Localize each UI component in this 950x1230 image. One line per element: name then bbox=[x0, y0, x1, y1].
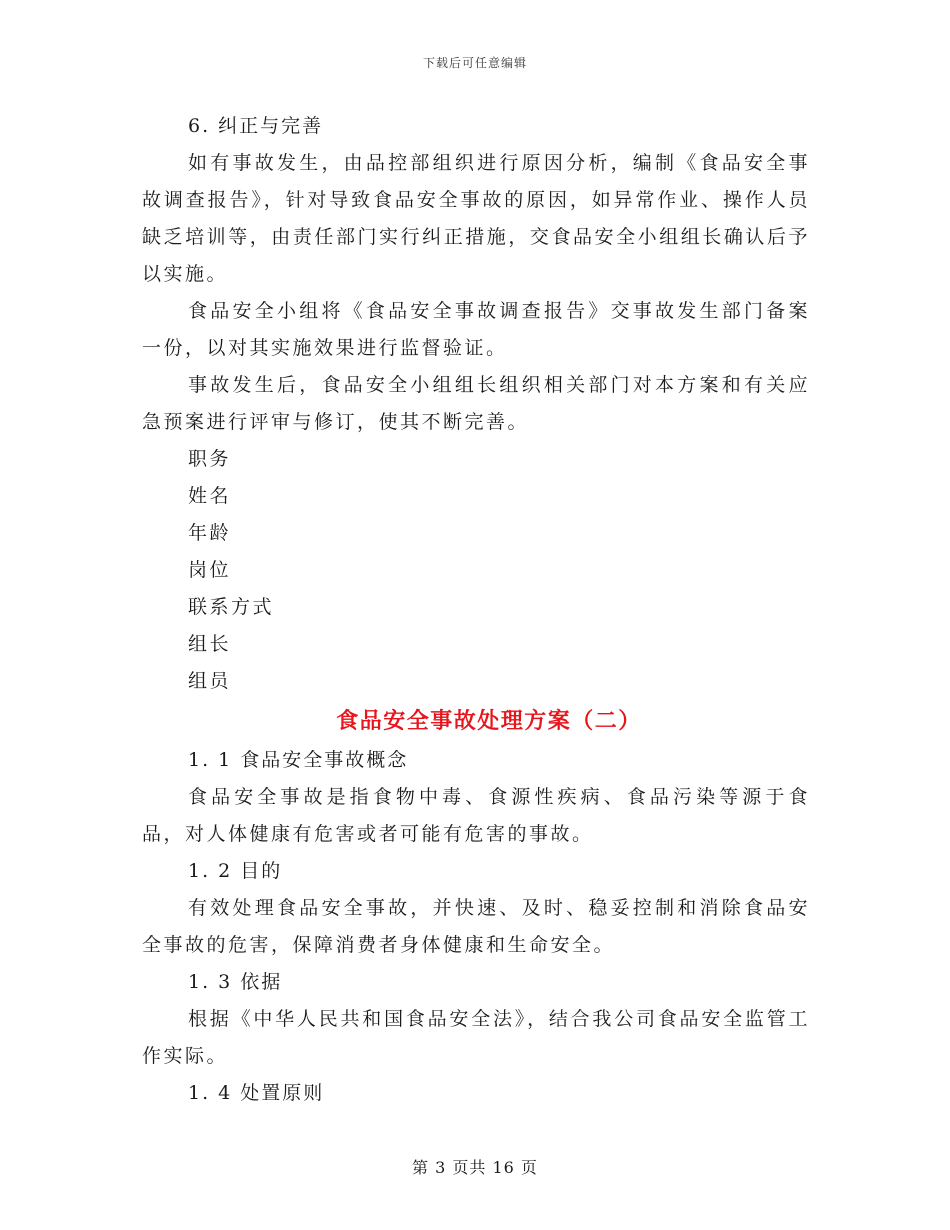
field-post: 岗位 bbox=[188, 559, 232, 581]
section-heading-6: 6. 纠正与完善 bbox=[188, 115, 324, 137]
section-heading-1-1: 1. 1 食品安全事故概念 bbox=[188, 749, 409, 771]
section-1-2-text: 有效处理食品安全事故，并快速、及时、稳妥控制和消除食品安全事故的危害，保障消费者身体健康和生命安全。 bbox=[142, 897, 810, 956]
page-header-note: 下载后可任意编辑 bbox=[422, 56, 527, 70]
document-title: 食品安全事故处理方案（二） bbox=[336, 708, 642, 734]
field-contact: 联系方式 bbox=[188, 596, 275, 618]
section-heading-1-4: 1. 4 处置原则 bbox=[188, 1082, 325, 1104]
field-leader: 组长 bbox=[188, 633, 232, 655]
section6-paragraph-1: 如有事故发生，由品控部组织进行原因分析，编制《食品安全事故调查报告》，针对导致食品安全事故的原因，如异常作业、操作人员缺乏培训等，由责任部门实行纠正措施，交食品安全小组组长确认后予以实施。 bbox=[142, 152, 810, 285]
field-member: 组员 bbox=[188, 670, 232, 692]
section-heading-1-3: 1. 3 依据 bbox=[188, 971, 283, 993]
section6-paragraph-2: 食品安全小组将《食品安全事故调查报告》交事故发生部门备案一份，以对其实施效果进行监督验证。 bbox=[142, 300, 810, 359]
document-body bbox=[142, 108, 810, 1112]
field-name: 姓名 bbox=[188, 485, 232, 507]
section-heading-1-2: 1. 2 目的 bbox=[188, 860, 283, 882]
field-position: 职务 bbox=[188, 448, 232, 470]
page-number: 第 3 页共 16 页 bbox=[412, 1158, 538, 1177]
section6-paragraph-3: 事故发生后，食品安全小组组长组织相关部门对本方案和有关应急预案进行评审与修订，使其不断完善。 bbox=[142, 374, 810, 433]
section-1-3-text: 根据《中华人民共和国食品安全法》，结合我公司食品安全监管工作实际。 bbox=[142, 1008, 810, 1067]
section-1-1-text: 食品安全事故是指食物中毒、食源性疾病、食品污染等源于食品，对人体健康有危害或者可能有危害的事故。 bbox=[142, 786, 810, 845]
field-age: 年龄 bbox=[188, 522, 232, 544]
